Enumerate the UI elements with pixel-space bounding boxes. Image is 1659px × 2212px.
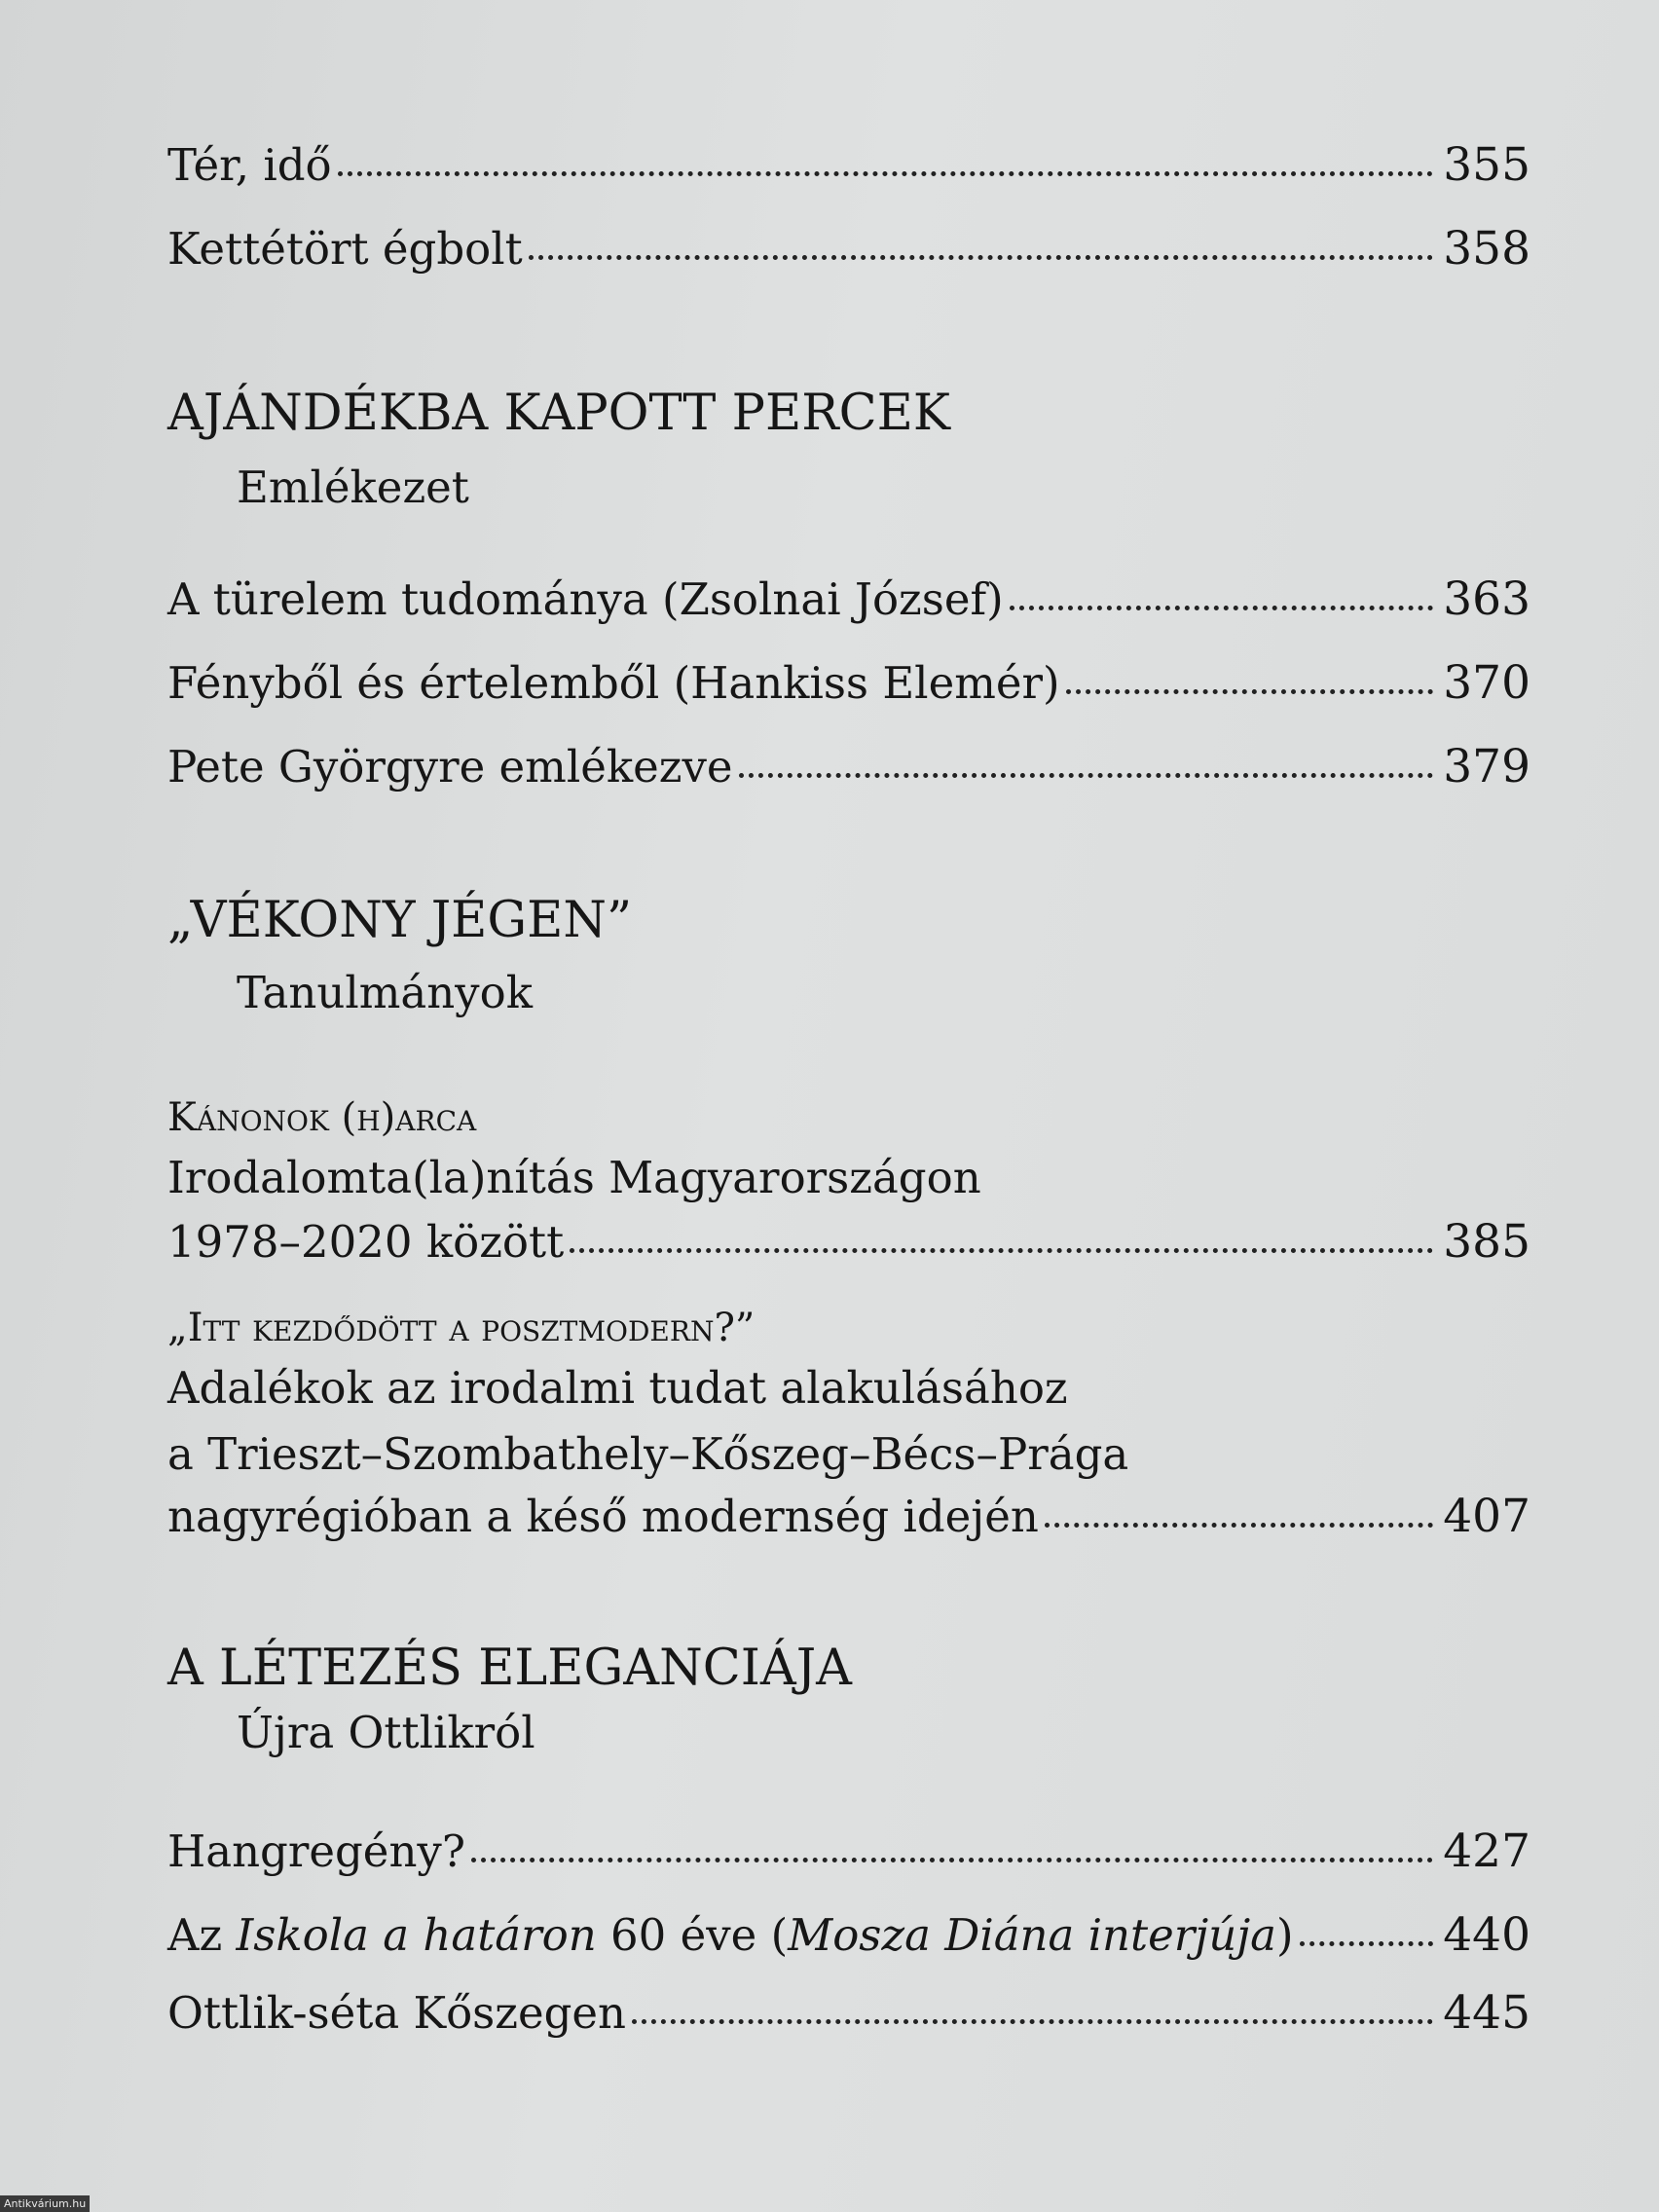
entry-title: Hangregény?	[167, 1825, 465, 1877]
dot-leader	[1010, 606, 1434, 610]
dot-leader	[1066, 689, 1434, 694]
dot-leader	[632, 2019, 1433, 2024]
title-part: )	[1275, 1909, 1294, 1961]
entry-title	[167, 1908, 1294, 1963]
entry-title: Kettétört égbolt	[167, 223, 523, 275]
section-subtitle: Újra Ottlikról	[237, 1707, 535, 1758]
page-number: 355	[1443, 138, 1530, 192]
page-number: 370	[1443, 656, 1530, 710]
toc-entry	[167, 1490, 1530, 1544]
essay-subtitle-line: a Trieszt–Szombathely–Kőszeg–Bécs–Prága	[167, 1428, 1129, 1480]
title-part: 60 éve (	[596, 1909, 789, 1961]
essay-heading: „Itt kezdődött a posztmodern?”	[167, 1306, 756, 1350]
toc-entry	[167, 572, 1530, 627]
essay-subtitle-line: Irodalomta(la)nítás Magyarországon	[167, 1152, 981, 1203]
dot-leader	[1045, 1523, 1433, 1528]
page-number: 385	[1443, 1215, 1530, 1269]
toc-entry	[167, 1215, 1530, 1270]
entry-title: Pete Györgyre emlékezve	[167, 741, 733, 793]
dot-leader	[529, 255, 1434, 260]
title-italic-part: Iskola a határon	[236, 1909, 597, 1961]
toc-entry	[167, 1986, 1530, 2041]
entry-title: Ottlik-séta Kőszegen	[167, 1987, 627, 2039]
toc-entry	[167, 222, 1530, 276]
entry-title: A türelem tudománya (Zsolnai József)	[167, 573, 1004, 625]
toc-entry	[167, 1908, 1530, 1963]
entry-title: Tér, idő	[167, 139, 332, 191]
section-title: AJÁNDÉKBA KAPOTT PERCEK	[167, 385, 950, 442]
section-subtitle: Emlékezet	[237, 461, 469, 513]
section-title: A LÉTEZÉS ELEGANCIÁJA	[167, 1640, 852, 1697]
toc-entry	[167, 138, 1530, 193]
toc-entry	[167, 656, 1530, 711]
section-title: „VÉKONY JÉGEN”	[167, 892, 633, 949]
page-number: 407	[1443, 1490, 1530, 1543]
dot-leader	[471, 1858, 1433, 1862]
page-number: 440	[1443, 1908, 1530, 1962]
dot-leader	[570, 1248, 1433, 1253]
page-number: 445	[1443, 1986, 1530, 2040]
dot-leader	[338, 171, 1434, 176]
page-number: 379	[1443, 740, 1530, 793]
entry-title: Fényből és értelemből (Hankiss Elemér)	[167, 657, 1060, 709]
dot-leader	[739, 773, 1434, 778]
page-number: 358	[1443, 222, 1530, 276]
essay-subtitle-line: Adalékok az irodalmi tudat alakulásához	[167, 1362, 1068, 1414]
essay-heading: Kánonok (h)arca	[167, 1095, 477, 1140]
title-italic-part: Mosza Diána interjúja	[788, 1909, 1276, 1961]
dot-leader	[1300, 1941, 1434, 1946]
watermark: Antikvárium.hu	[0, 2195, 90, 2212]
entry-title: nagyrégióban a késő modernség idején	[167, 1491, 1039, 1542]
page-number: 427	[1443, 1825, 1530, 1878]
section-subtitle: Tanulmányok	[237, 967, 533, 1018]
toc-entry	[167, 1825, 1530, 1879]
page-number: 363	[1443, 572, 1530, 626]
title-part: Az	[167, 1909, 237, 1961]
entry-title: 1978–2020 között	[167, 1216, 565, 1268]
toc-entry	[167, 740, 1530, 794]
